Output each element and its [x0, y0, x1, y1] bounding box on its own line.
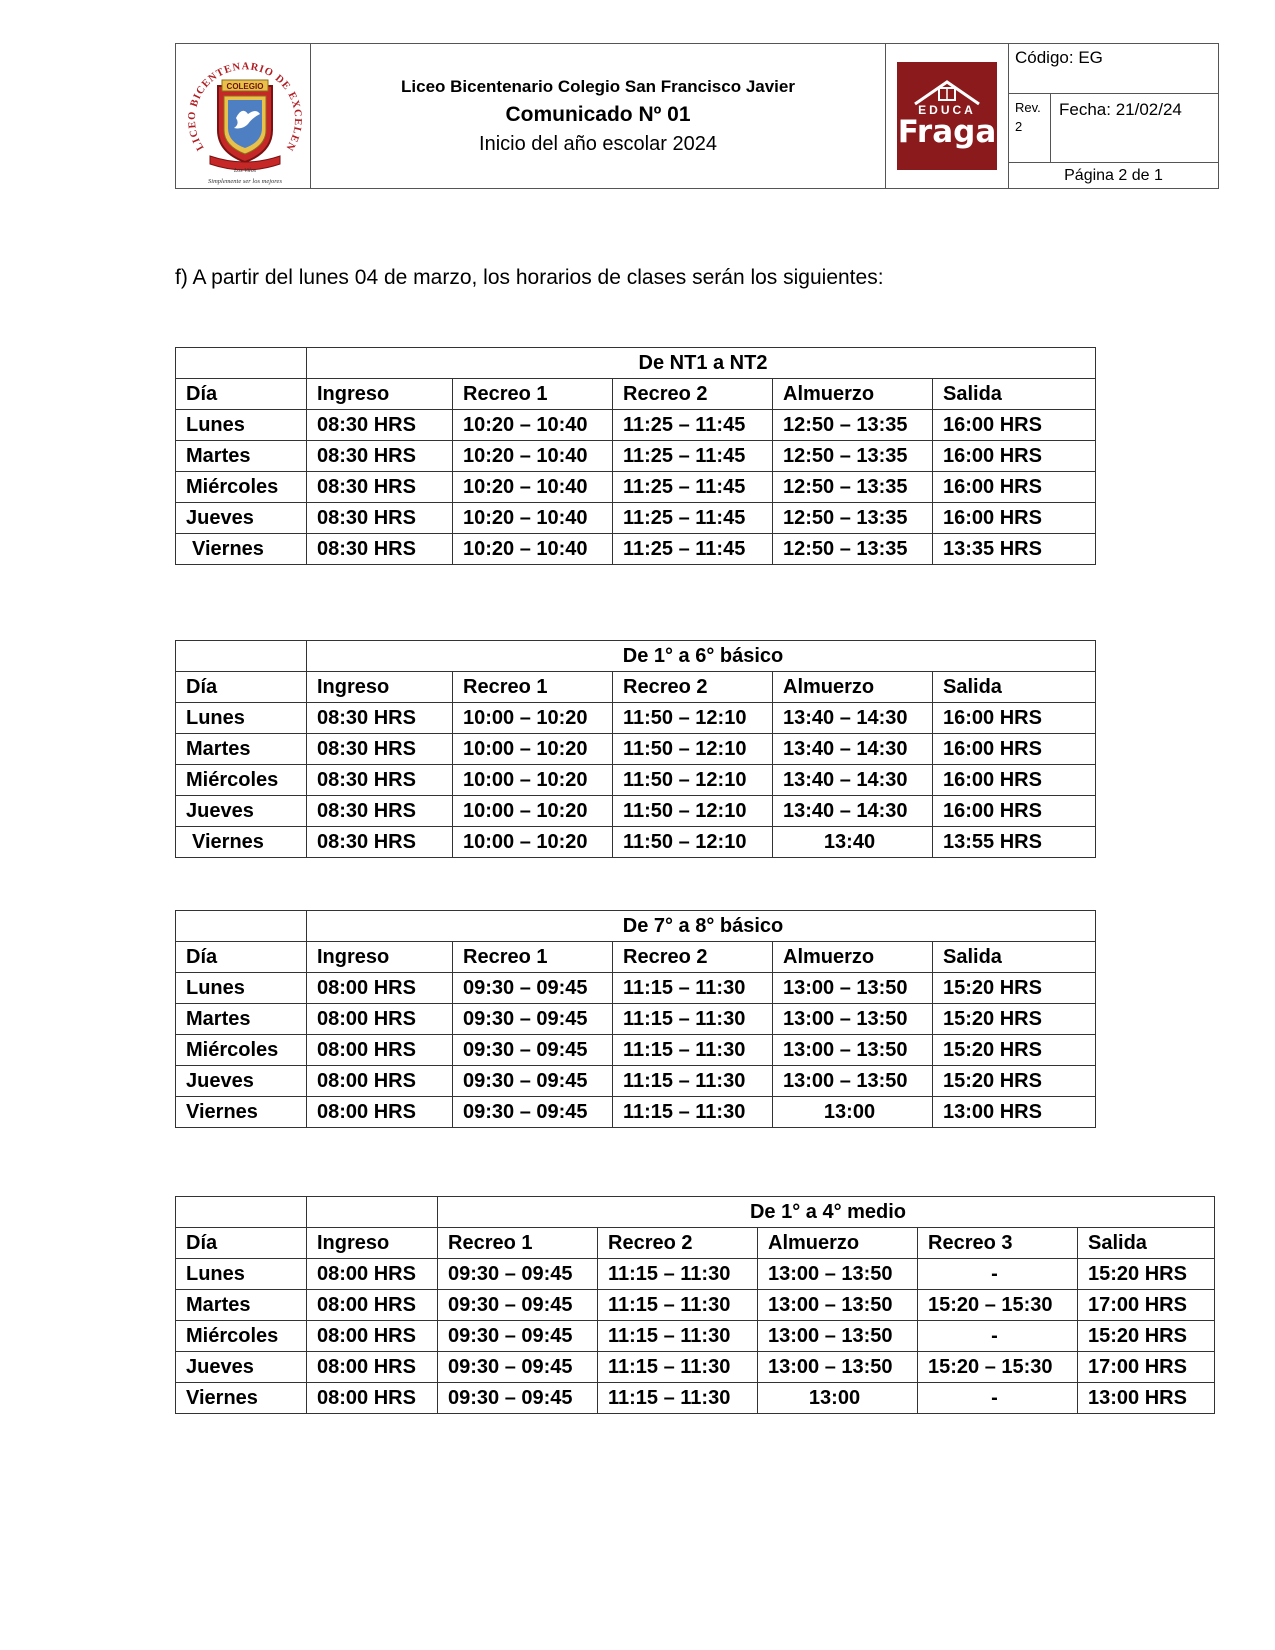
table-cell: 08:00 HRS	[307, 1321, 438, 1352]
table-cell: 13:00 – 13:50	[773, 1004, 933, 1035]
table-cell: 11:15 – 11:30	[613, 1097, 773, 1128]
column-header: Día	[176, 942, 307, 973]
table-corner-cell	[176, 641, 307, 672]
school-logo-cell	[176, 44, 311, 188]
column-header: Recreo 2	[613, 942, 773, 973]
revision-number: Rev. 2	[1009, 94, 1051, 162]
table-cell: 10:20 – 10:40	[453, 503, 613, 534]
table-cell: Jueves	[176, 796, 307, 827]
table-cell: 15:20 HRS	[1078, 1321, 1215, 1352]
table-cell: 08:30 HRS	[307, 734, 453, 765]
document-header	[175, 43, 1219, 189]
table-cell: 13:00 HRS	[933, 1097, 1096, 1128]
column-header: Recreo 1	[453, 672, 613, 703]
table-cell: 17:00 HRS	[1078, 1352, 1215, 1383]
column-header: Salida	[1078, 1228, 1215, 1259]
table-cell: 11:25 – 11:45	[613, 410, 773, 441]
table-cell: 13:00 – 13:50	[758, 1290, 918, 1321]
table-cell: 08:00 HRS	[307, 1352, 438, 1383]
column-header: Recreo 2	[598, 1228, 758, 1259]
table-row	[176, 1259, 1215, 1290]
table-cell: 12:50 – 13:35	[773, 410, 933, 441]
column-header: Almuerzo	[773, 672, 933, 703]
column-header: Salida	[933, 942, 1096, 973]
table-cell: 08:00 HRS	[307, 1004, 453, 1035]
column-header: Almuerzo	[773, 942, 933, 973]
column-header: Ingreso	[307, 379, 453, 410]
table-cell: 08:30 HRS	[307, 796, 453, 827]
column-header: Almuerzo	[758, 1228, 918, 1259]
table-cell: 08:00 HRS	[307, 1383, 438, 1414]
table-cell: 13:00 – 13:50	[773, 1066, 933, 1097]
table-cell: 12:50 – 13:35	[773, 503, 933, 534]
table-row	[176, 1383, 1215, 1414]
schedule-table-nt1-nt2	[175, 347, 1096, 565]
table-cell: Viernes	[176, 1097, 307, 1128]
educa-fraga-logo-cell	[886, 44, 1009, 188]
table-group-row	[176, 911, 1096, 942]
table-cell: Lunes	[176, 703, 307, 734]
table-cell: Martes	[176, 1290, 307, 1321]
table-cell: 15:20 HRS	[1078, 1259, 1215, 1290]
column-header: Recreo 1	[453, 942, 613, 973]
table-cell: 13:00 HRS	[1078, 1383, 1215, 1414]
table-cell: 13:00 – 13:50	[758, 1259, 918, 1290]
logo-fraga-text: Fraga	[897, 114, 997, 150]
schedule-table-7-8-basico	[175, 910, 1096, 1128]
table-cell: 13:35 HRS	[933, 534, 1096, 565]
table-row	[176, 1290, 1215, 1321]
table-cell: Jueves	[176, 503, 307, 534]
table-cell: 13:00	[773, 1097, 933, 1128]
table-row	[176, 410, 1096, 441]
table-corner-cell	[307, 1197, 438, 1228]
table-cell: 10:00 – 10:20	[453, 703, 613, 734]
logo-ring-text: LICEO BICENTENARIO DE EXCELEN	[186, 61, 304, 154]
table-cell: Lunes	[176, 410, 307, 441]
column-header: Recreo 1	[438, 1228, 598, 1259]
column-header: Recreo 2	[613, 379, 773, 410]
table-cell: 13:40 – 14:30	[773, 703, 933, 734]
table-cell: 11:25 – 11:45	[613, 503, 773, 534]
table-cell: 10:20 – 10:40	[453, 472, 613, 503]
table-cell: 08:30 HRS	[307, 827, 453, 858]
document-title: Comunicado Nº 01	[505, 102, 691, 126]
table-cell: 08:00 HRS	[307, 1035, 453, 1066]
table-cell: 11:15 – 11:30	[613, 1035, 773, 1066]
table-cell: 15:20 HRS	[933, 1004, 1096, 1035]
table-cell: 10:20 – 10:40	[453, 534, 613, 565]
table-cell: 11:50 – 12:10	[613, 765, 773, 796]
educa-fraga-logo	[897, 62, 997, 170]
logo-educa-text: EDUCA	[918, 103, 976, 117]
table-header-row	[176, 672, 1096, 703]
table-cell: 16:00 HRS	[933, 441, 1096, 472]
table-cell: 15:20 HRS	[933, 1066, 1096, 1097]
table-cell: Viernes	[176, 534, 307, 565]
table-cell: Jueves	[176, 1352, 307, 1383]
table-cell: 09:30 – 09:45	[453, 1035, 613, 1066]
table-cell: 11:25 – 11:45	[613, 441, 773, 472]
table-row	[176, 734, 1096, 765]
table-cell: 08:30 HRS	[307, 410, 453, 441]
table-corner-cell	[176, 911, 307, 942]
column-header: Recreo 3	[918, 1228, 1078, 1259]
table-cell: 11:50 – 12:10	[613, 796, 773, 827]
table-cell: 11:50 – 12:10	[613, 734, 773, 765]
table-row	[176, 827, 1096, 858]
column-header: Almuerzo	[773, 379, 933, 410]
table-cell: 09:30 – 09:45	[438, 1259, 598, 1290]
table-cell: 13:00 – 13:50	[758, 1352, 918, 1383]
table-cell: 09:30 – 09:45	[438, 1352, 598, 1383]
schedule-table-1-6-basico	[175, 640, 1096, 858]
table-cell: Miércoles	[176, 1035, 307, 1066]
table-cell: Miércoles	[176, 472, 307, 503]
column-header: Salida	[933, 672, 1096, 703]
table-cell: Lunes	[176, 1259, 307, 1290]
column-header: Ingreso	[307, 1228, 438, 1259]
table-cell: 11:15 – 11:30	[613, 1066, 773, 1097]
table-row	[176, 1035, 1096, 1066]
table-cell: 10:00 – 10:20	[453, 796, 613, 827]
table-cell: 10:20 – 10:40	[453, 441, 613, 472]
table-corner-cell	[176, 348, 307, 379]
table-header-row	[176, 942, 1096, 973]
table-cell: 11:50 – 12:10	[613, 703, 773, 734]
document-code: Código: EG	[1009, 44, 1218, 94]
table-cell: 12:50 – 13:35	[773, 534, 933, 565]
revision-row	[1009, 94, 1218, 163]
table-cell: 13:40 – 14:30	[773, 796, 933, 827]
table-cell: 13:55 HRS	[933, 827, 1096, 858]
table-cell: 11:15 – 11:30	[613, 973, 773, 1004]
table-row	[176, 703, 1096, 734]
table-cell: 08:30 HRS	[307, 503, 453, 534]
table-cell: 13:00	[758, 1383, 918, 1414]
table-cell: Miércoles	[176, 765, 307, 796]
table-cell: Jueves	[176, 1066, 307, 1097]
column-header: Recreo 1	[453, 379, 613, 410]
table-row	[176, 765, 1096, 796]
table-cell: 11:15 – 11:30	[598, 1352, 758, 1383]
column-header: Salida	[933, 379, 1096, 410]
table-row	[176, 1352, 1215, 1383]
table-row	[176, 441, 1096, 472]
table-row	[176, 1097, 1096, 1128]
table-cell: 11:25 – 11:45	[613, 472, 773, 503]
table-cell: 11:15 – 11:30	[613, 1004, 773, 1035]
table-cell: 16:00 HRS	[933, 734, 1096, 765]
table-cell: Viernes	[176, 827, 307, 858]
table-row	[176, 534, 1096, 565]
table-cell: 12:50 – 13:35	[773, 472, 933, 503]
table-cell: -	[918, 1259, 1078, 1290]
column-header: Recreo 2	[613, 672, 773, 703]
document-subtitle: Inicio del año escolar 2024	[479, 132, 717, 155]
table-group-title: De NT1 a NT2	[307, 348, 1096, 379]
table-group-title: De 7° a 8° básico	[307, 911, 1096, 942]
table-cell: 09:30 – 09:45	[438, 1383, 598, 1414]
table-cell: 11:15 – 11:30	[598, 1321, 758, 1352]
table-cell: 16:00 HRS	[933, 765, 1096, 796]
table-cell: Martes	[176, 734, 307, 765]
table-cell: 15:20 HRS	[933, 1035, 1096, 1066]
school-crest-icon	[176, 44, 310, 187]
table-header-row	[176, 1228, 1215, 1259]
table-group-title: De 1° a 6° básico	[307, 641, 1096, 672]
table-group-row	[176, 1197, 1215, 1228]
table-cell: 16:00 HRS	[933, 472, 1096, 503]
table-cell: 08:00 HRS	[307, 1259, 438, 1290]
logo-motto-text: Simplemente ser los mejores	[208, 178, 282, 185]
document-control-block	[1009, 44, 1218, 188]
table-cell: 11:15 – 11:30	[598, 1290, 758, 1321]
table-cell: 16:00 HRS	[933, 410, 1096, 441]
intro-paragraph: f) A partir del lunes 04 de marzo, los horarios de clases serán los siguientes:	[175, 266, 884, 289]
table-row	[176, 973, 1096, 1004]
column-header: Ingreso	[307, 942, 453, 973]
table-row	[176, 472, 1096, 503]
page-number: Página 2 de 1	[1064, 166, 1163, 184]
header-title-block	[311, 44, 886, 188]
column-header: Día	[176, 379, 307, 410]
table-cell: 08:30 HRS	[307, 472, 453, 503]
table-cell: 16:00 HRS	[933, 703, 1096, 734]
table-cell: 09:30 – 09:45	[453, 1066, 613, 1097]
table-group-row	[176, 641, 1096, 672]
table-cell: 13:00 – 13:50	[773, 1035, 933, 1066]
table-cell: 09:30 – 09:45	[453, 973, 613, 1004]
table-cell: 10:00 – 10:20	[453, 765, 613, 796]
table-cell: 08:00 HRS	[307, 973, 453, 1004]
table-row	[176, 1004, 1096, 1035]
table-cell: 10:00 – 10:20	[453, 734, 613, 765]
table-header-row	[176, 379, 1096, 410]
logo-place-text: Los Vilos	[233, 168, 257, 174]
table-cell: 13:00 – 13:50	[758, 1321, 918, 1352]
table-cell: 08:00 HRS	[307, 1097, 453, 1128]
table-cell: 09:30 – 09:45	[453, 1004, 613, 1035]
table-cell: -	[918, 1383, 1078, 1414]
table-cell: 13:40	[773, 827, 933, 858]
column-header: Día	[176, 1228, 307, 1259]
table-cell: 16:00 HRS	[933, 503, 1096, 534]
table-cell: 11:15 – 11:30	[598, 1383, 758, 1414]
table-cell: 09:30 – 09:45	[438, 1321, 598, 1352]
table-cell: 10:20 – 10:40	[453, 410, 613, 441]
table-cell: 08:30 HRS	[307, 441, 453, 472]
table-cell: Martes	[176, 1004, 307, 1035]
table-cell: 13:00 – 13:50	[773, 973, 933, 1004]
table-cell: 13:40 – 14:30	[773, 765, 933, 796]
table-cell: 15:20 HRS	[933, 973, 1096, 1004]
table-cell: 08:00 HRS	[307, 1290, 438, 1321]
table-cell: 08:30 HRS	[307, 765, 453, 796]
table-cell: 08:30 HRS	[307, 703, 453, 734]
column-header: Día	[176, 672, 307, 703]
table-row	[176, 1066, 1096, 1097]
table-cell: 08:00 HRS	[307, 1066, 453, 1097]
table-row	[176, 503, 1096, 534]
table-cell: 11:25 – 11:45	[613, 534, 773, 565]
book-house-icon	[911, 78, 983, 106]
table-cell: 15:20 – 15:30	[918, 1290, 1078, 1321]
table-row	[176, 796, 1096, 827]
table-cell: 11:15 – 11:30	[598, 1259, 758, 1290]
schedule-table-1-4-medio	[175, 1196, 1215, 1414]
table-cell: Viernes	[176, 1383, 307, 1414]
table-row	[176, 1321, 1215, 1352]
table-cell: 11:50 – 12:10	[613, 827, 773, 858]
table-group-row	[176, 348, 1096, 379]
table-cell: Martes	[176, 441, 307, 472]
table-cell: Lunes	[176, 973, 307, 1004]
table-corner-cell	[176, 1197, 307, 1228]
school-name: Liceo Bicentenario Colegio San Francisco Javier	[401, 76, 795, 96]
column-header: Ingreso	[307, 672, 453, 703]
table-cell: 13:40 – 14:30	[773, 734, 933, 765]
table-cell: 08:30 HRS	[307, 534, 453, 565]
table-cell: 09:30 – 09:45	[453, 1097, 613, 1128]
table-cell: 17:00 HRS	[1078, 1290, 1215, 1321]
table-cell: 12:50 – 13:35	[773, 441, 933, 472]
table-cell: 10:00 – 10:20	[453, 827, 613, 858]
table-cell: 15:20 – 15:30	[918, 1352, 1078, 1383]
table-cell: -	[918, 1321, 1078, 1352]
table-cell: Miércoles	[176, 1321, 307, 1352]
table-cell: 16:00 HRS	[933, 796, 1096, 827]
table-group-title: De 1° a 4° medio	[438, 1197, 1215, 1228]
document-date: Fecha: 21/02/24	[1059, 100, 1182, 119]
logo-banner-text: COLEGIO	[226, 82, 264, 91]
table-cell: 09:30 – 09:45	[438, 1290, 598, 1321]
